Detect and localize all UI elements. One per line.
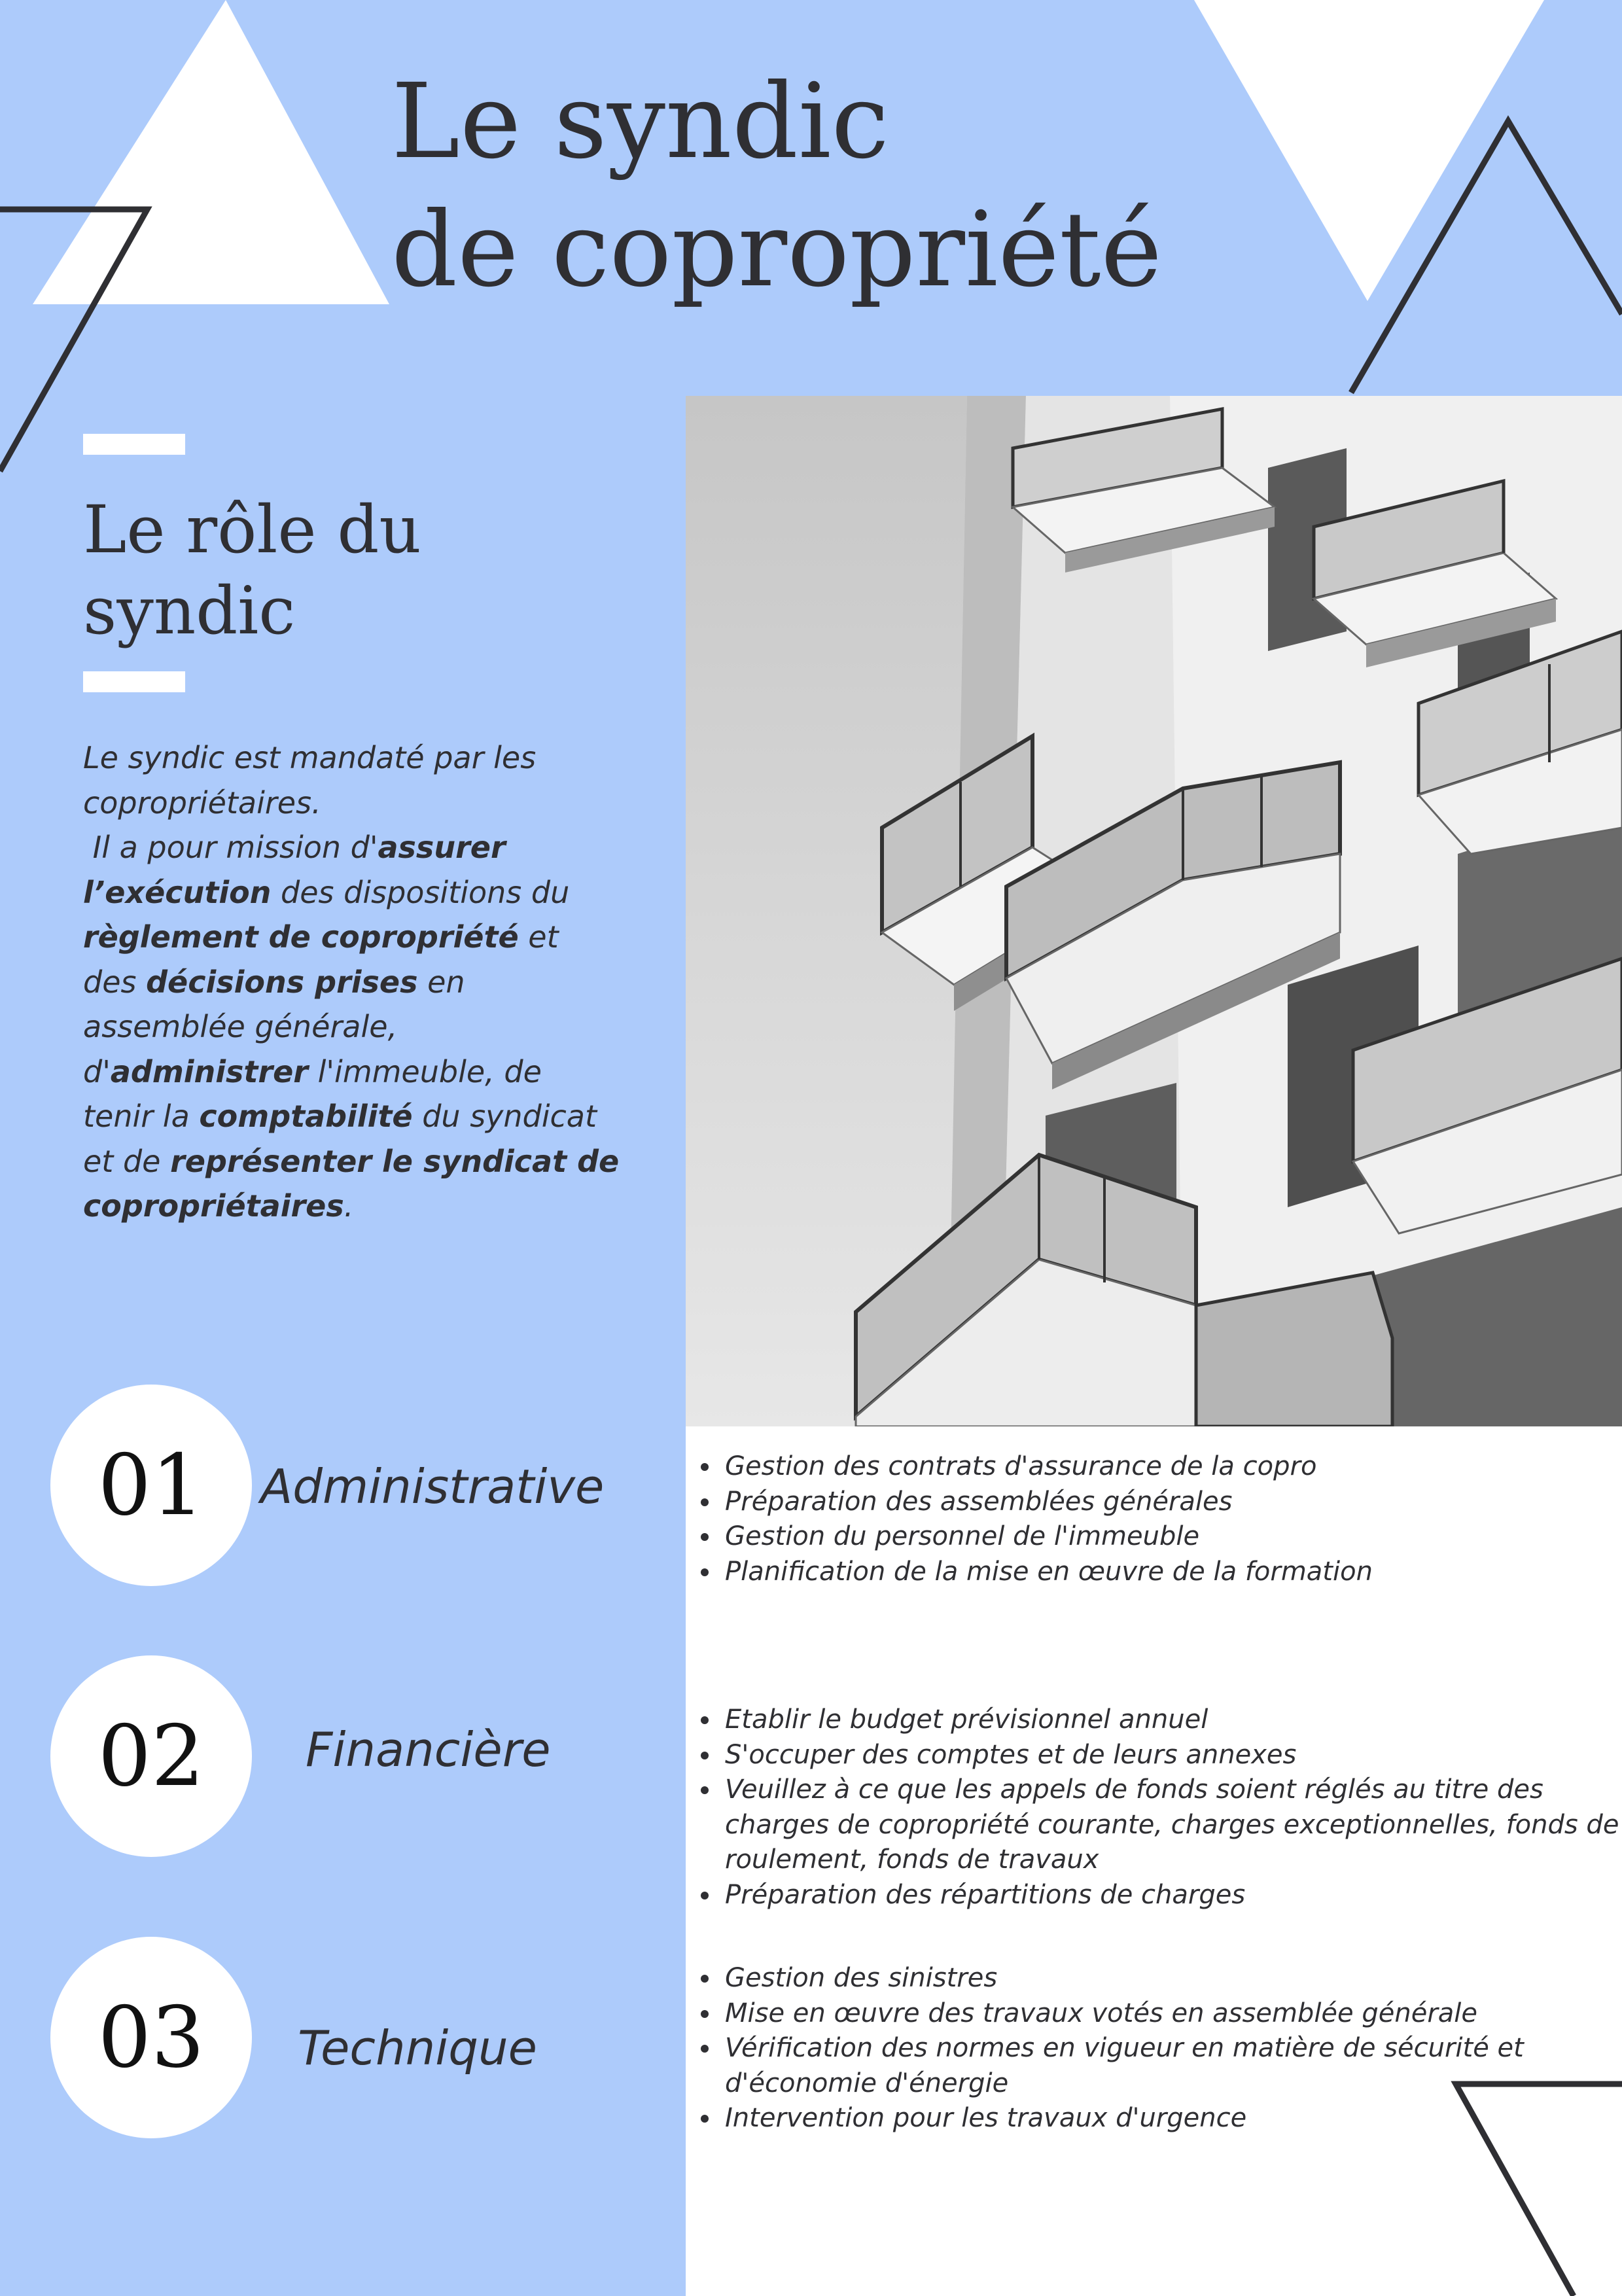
divider-bar-top [83, 434, 185, 455]
category-title-administrative: Administrative [260, 1459, 605, 1514]
list-item: • Gestion des contrats d'assurance de la copro [721, 1449, 1622, 1485]
intro-emphasis: représenter le syndicat de copropriétaires [83, 1143, 620, 1224]
list-item: • Gestion du personnel de l'immeuble [721, 1519, 1622, 1555]
section-title [83, 489, 421, 652]
list-item: • Mise en œuvre des travaux votés en assemblée générale [721, 1996, 1622, 2032]
task-list-financiere [692, 1703, 1622, 1913]
intro-sentence-1: Le syndic est mandaté par les copropriétaires. [83, 740, 537, 821]
intro-text: du syndicat et de [83, 1099, 597, 1179]
divider-bar-bottom [83, 671, 185, 692]
intro-text: des dispositions du [271, 874, 570, 910]
intro-emphasis: règlement de copropriété [83, 919, 519, 955]
category-title-financiere: Financière [306, 1722, 551, 1777]
page-title [391, 58, 1162, 314]
intro-emphasis: comptabilité [199, 1099, 413, 1134]
page-title-line-2: de copropriété [391, 190, 1162, 310]
section-title-line-1: Le rôle du [83, 491, 421, 568]
list-item: • Planification de la mise en œuvre de la formation [721, 1555, 1622, 1590]
intro-text: et des [83, 919, 559, 1000]
category-number-badge: 03 [50, 1937, 252, 2138]
building-photo [686, 396, 1622, 1426]
list-item: • Vérification des normes en vigueur en matière de sécurité et d'économie d'énergie [721, 2031, 1622, 2101]
task-list-administrative [692, 1449, 1622, 1589]
list-item: • Intervention pour les travaux d'urgence [721, 2101, 1622, 2136]
category-number-badge: 01 [50, 1385, 252, 1586]
intro-emphasis: administrer [110, 1053, 308, 1089]
intro-emphasis: assurer l’exécution [83, 830, 506, 910]
list-item: • Préparation des répartitions de charges [721, 1878, 1622, 1913]
white-triangle-left [33, 0, 389, 304]
building-illustration [686, 396, 1622, 1426]
list-item: • Etablir le budget prévisionnel annuel [721, 1703, 1622, 1738]
task-list-technique [692, 1961, 1622, 2136]
section-title-line-2: syndic [83, 573, 296, 649]
intro-emphasis: décisions prises [146, 964, 418, 1000]
intro-paragraph [83, 735, 620, 1229]
list-item: • Préparation des assemblées générales [721, 1485, 1622, 1520]
list-item: • Veuillez à ce que les appels de fonds soient réglés au titre des charges de copropriété courante, charges exceptionnelles, fonds de roulement, fonds de travaux [721, 1773, 1622, 1878]
page-title-line-1: Le syndic [391, 62, 889, 182]
category-title-technique: Technique [298, 2021, 537, 2075]
list-item: • Gestion des sinistres [721, 1961, 1622, 1996]
category-number-badge: 02 [50, 1655, 252, 1857]
intro-text: . [344, 1188, 354, 1224]
intro-text: l'immeuble, de tenir la [83, 1053, 542, 1134]
intro-text: en assemblée générale, d' [83, 964, 465, 1089]
intro-text: Il a pour mission d' [92, 830, 378, 865]
list-item: • S'occuper des comptes et de leurs annexes [721, 1738, 1622, 1773]
